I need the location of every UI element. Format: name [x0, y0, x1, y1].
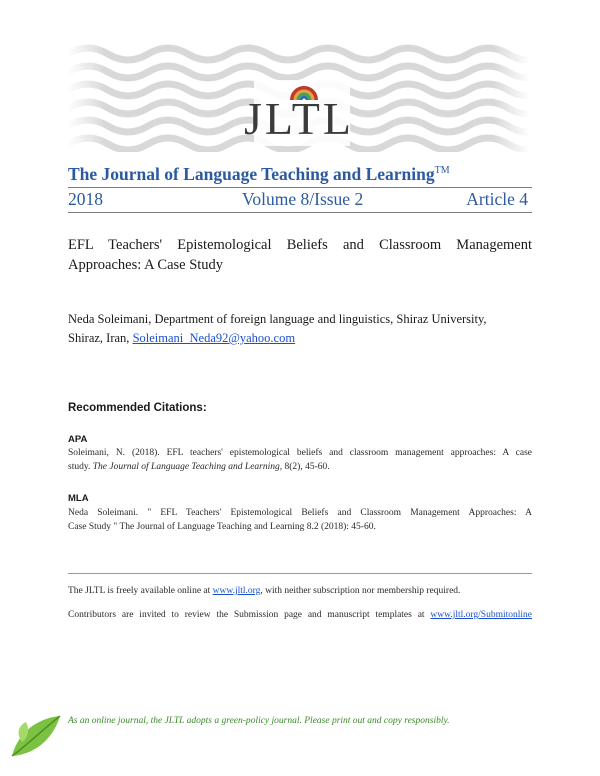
- trademark-mark: TM: [434, 165, 450, 177]
- author-line-1: Neda Soleimani, Department of foreign language and linguistics, Shiraz University,: [68, 312, 487, 326]
- mla-citation: [68, 506, 532, 534]
- green-policy-note: As an online journal, the JLTL adopts a green-policy journal. Please print out and copy responsibly.: [68, 716, 450, 726]
- contributors-prefix: Contributors are invited to review the Submission page and manuscript templates at: [68, 610, 431, 620]
- jltl-website-link[interactable]: www.jltl.org: [212, 586, 261, 596]
- issue-info-row: [68, 189, 530, 211]
- mla-label: MLA: [68, 493, 89, 504]
- mla-line-1: Neda Soleimani. " EFL Teachers' Epistemological Beliefs and Classroom Management Approaches: A: [68, 508, 532, 518]
- journal-logo: JLTL: [244, 93, 354, 144]
- journal-title: [68, 164, 450, 185]
- author-email-link[interactable]: Soleimani_Neda92@yahoo.com: [132, 331, 296, 345]
- journal-title-text: The Journal of Language Teaching and Learning: [68, 164, 435, 184]
- author-location: Shiraz, Iran,: [68, 331, 133, 345]
- author-affiliation: [68, 310, 532, 348]
- issue-volume: Volume 8/Issue 2: [242, 189, 364, 209]
- apa-line-2-post: 8(2), 45-60.: [282, 462, 330, 472]
- apa-label: APA: [68, 434, 88, 445]
- green-leaf-icon: [8, 712, 64, 762]
- free-access-prefix: The JLTL is freely available online at: [68, 586, 213, 596]
- header-banner: [68, 40, 530, 152]
- apa-line-2: [68, 460, 532, 474]
- contributors-note: [68, 610, 532, 620]
- author-line-2: [68, 329, 532, 348]
- issue-article-number: Article 4: [466, 189, 528, 209]
- free-access-suffix: , with neither subscription nor membership required.: [260, 586, 461, 596]
- article-title: EFL Teachers' Epistemological Beliefs and Classroom Management Approaches: A Case Study: [68, 237, 532, 273]
- free-access-note: [68, 586, 532, 596]
- apa-journal-name: The Journal of Language Teaching and Learning,: [92, 462, 283, 472]
- title-divider: [68, 187, 532, 188]
- apa-line-2-pre: study.: [68, 462, 93, 472]
- apa-line-1: Soleimani, N. (2018). EFL teachers' epistemological beliefs and classroom management approaches: A case: [68, 448, 532, 458]
- footer-divider: [68, 573, 532, 574]
- issue-year: 2018: [68, 189, 103, 209]
- submit-online-link[interactable]: www.jltl.org/Submitonline: [430, 610, 532, 620]
- mla-line-2: Case Study " The Journal of Language Teaching and Learning 8.2 (2018): 45-60.: [68, 522, 376, 532]
- recommended-citations-heading: Recommended Citations:: [68, 402, 207, 414]
- apa-citation: [68, 446, 532, 474]
- issue-divider: [68, 212, 532, 213]
